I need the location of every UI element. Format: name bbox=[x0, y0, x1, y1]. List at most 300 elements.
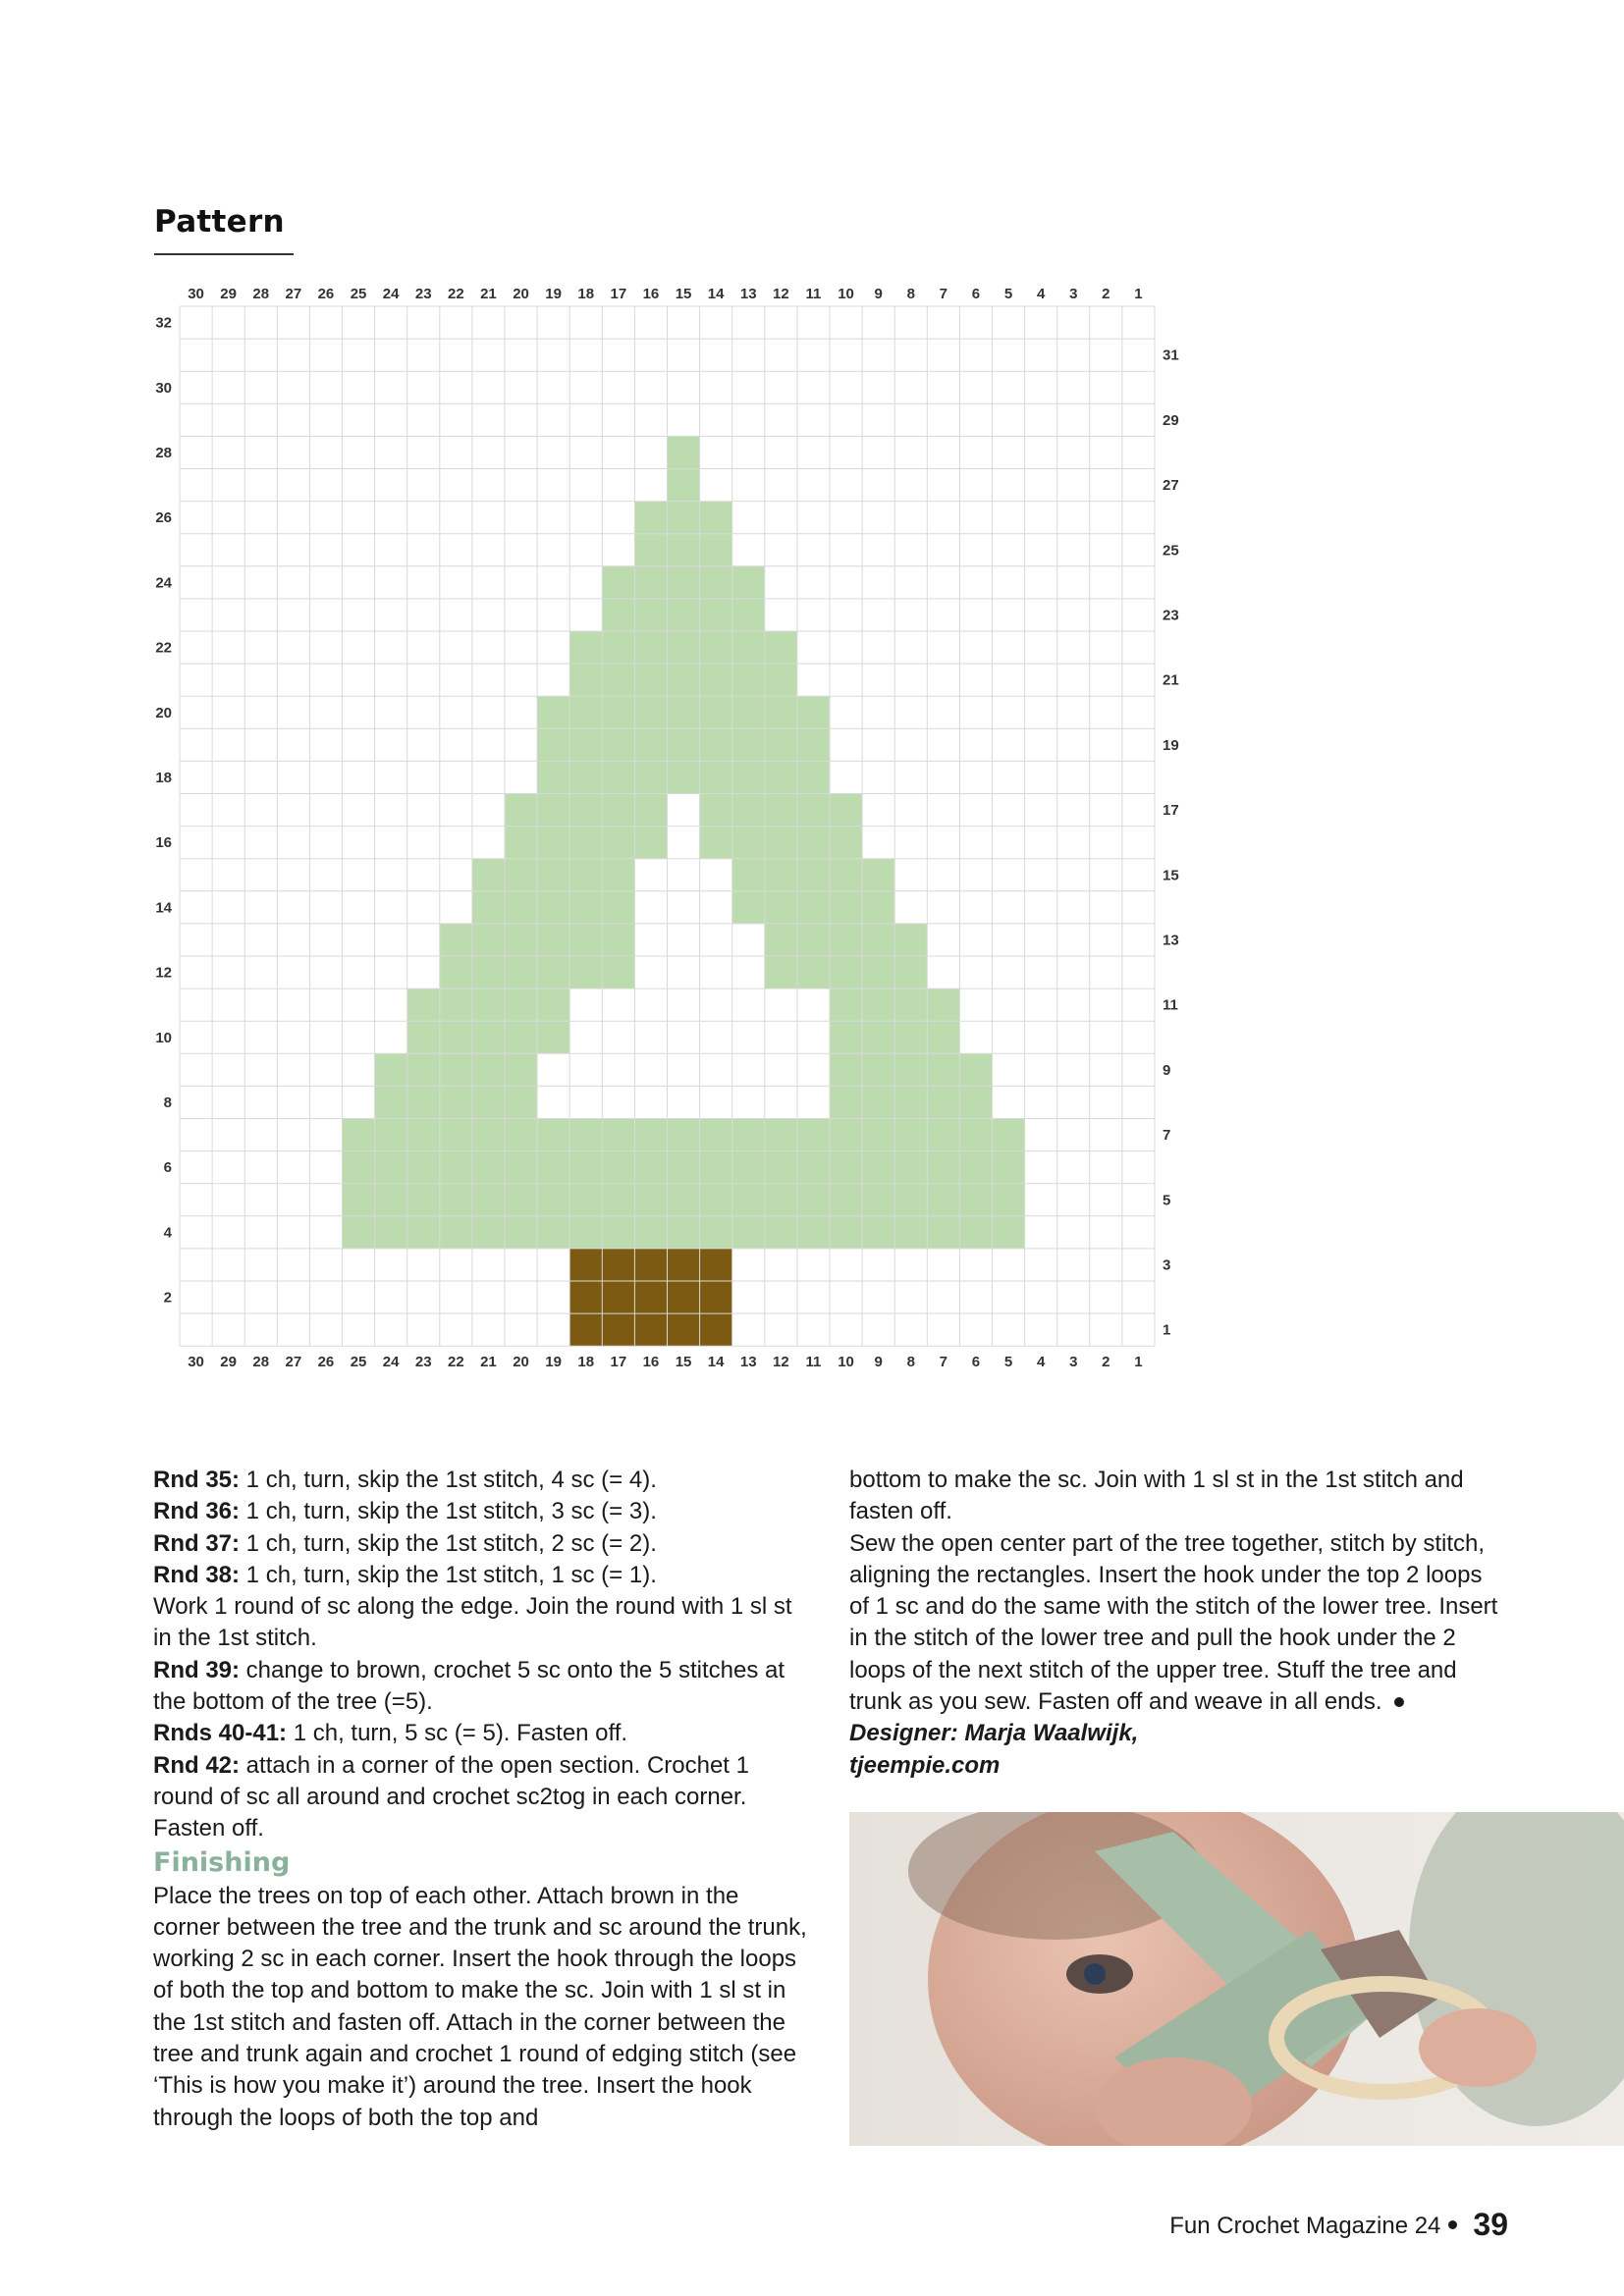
tree-stitch-cell bbox=[440, 988, 472, 1021]
section-title: Pattern bbox=[154, 204, 285, 240]
tree-stitch-cell bbox=[927, 1053, 959, 1086]
tree-stitch-cell bbox=[993, 1216, 1025, 1249]
round-37: Rnd 37: 1 ch, turn, skip the 1st stitch, 2 sc (= 2). bbox=[153, 1529, 657, 1557]
tree-stitch-cell bbox=[668, 1216, 700, 1249]
row-label-right: 15 bbox=[1163, 867, 1179, 884]
tree-stitch-cell bbox=[505, 1086, 537, 1118]
tree-stitch-cell bbox=[472, 1053, 505, 1086]
tree-stitch-cell bbox=[569, 696, 602, 728]
crochet-chart bbox=[147, 277, 1208, 1376]
tree-stitch-cell bbox=[537, 1184, 569, 1216]
tree-stitch-cell bbox=[668, 469, 700, 502]
tree-stitch-cell bbox=[732, 1119, 765, 1151]
column-label-top: 23 bbox=[414, 286, 432, 302]
tree-stitch-cell bbox=[602, 891, 634, 924]
row-label-right: 5 bbox=[1163, 1192, 1171, 1209]
tree-stitch-cell bbox=[602, 956, 634, 988]
row-label-left: 4 bbox=[163, 1224, 172, 1242]
tree-stitch-cell bbox=[830, 891, 862, 924]
column-label-top: 21 bbox=[480, 286, 497, 302]
tree-stitch-cell bbox=[505, 1021, 537, 1053]
tree-stitch-cell bbox=[700, 728, 732, 761]
tree-stitch-cell bbox=[505, 988, 537, 1021]
tree-stitch-cell bbox=[765, 696, 797, 728]
tree-stitch-cell bbox=[634, 599, 667, 631]
tree-stitch-cell bbox=[700, 696, 732, 728]
trunk-stitch-cell bbox=[569, 1249, 602, 1281]
tree-stitch-cell bbox=[343, 1151, 375, 1184]
tree-stitch-cell bbox=[862, 924, 894, 956]
row-label-right: 13 bbox=[1163, 932, 1179, 949]
column-label-top: 20 bbox=[513, 286, 529, 302]
tree-stitch-cell bbox=[505, 827, 537, 859]
tree-stitch-cell bbox=[375, 1086, 407, 1118]
tree-stitch-cell bbox=[505, 891, 537, 924]
trunk-stitch-cell bbox=[602, 1281, 634, 1313]
tree-stitch-cell bbox=[765, 761, 797, 793]
row-label-right: 21 bbox=[1163, 671, 1179, 689]
tree-stitch-cell bbox=[569, 924, 602, 956]
row-label-right: 11 bbox=[1163, 996, 1178, 1014]
tree-stitch-cell bbox=[765, 827, 797, 859]
tree-stitch-cell bbox=[472, 1086, 505, 1118]
tree-stitch-cell bbox=[797, 1151, 830, 1184]
tree-stitch-cell bbox=[732, 859, 765, 891]
column-label-bottom: 6 bbox=[971, 1354, 981, 1371]
tree-stitch-cell bbox=[959, 1216, 992, 1249]
row-label-left: 22 bbox=[155, 639, 172, 657]
column-label-bottom: 30 bbox=[188, 1354, 204, 1371]
tree-stitch-cell bbox=[569, 1151, 602, 1184]
column-label-bottom: 5 bbox=[1003, 1354, 1013, 1371]
column-label-bottom: 27 bbox=[285, 1354, 302, 1371]
column-label-top: 24 bbox=[382, 286, 400, 302]
tree-stitch-cell bbox=[537, 761, 569, 793]
tree-stitch-cell bbox=[407, 1086, 440, 1118]
tree-stitch-cell bbox=[732, 631, 765, 664]
tree-stitch-cell bbox=[700, 534, 732, 566]
column-label-bottom: 26 bbox=[317, 1354, 335, 1371]
tree-stitch-cell bbox=[830, 1184, 862, 1216]
tree-stitch-cell bbox=[634, 534, 667, 566]
column-label-bottom: 15 bbox=[675, 1354, 692, 1371]
tree-stitch-cell bbox=[472, 956, 505, 988]
row-label-right: 31 bbox=[1163, 347, 1179, 364]
bullet-icon bbox=[1448, 2220, 1457, 2229]
tree-stitch-cell bbox=[537, 988, 569, 1021]
tree-stitch-cell bbox=[830, 1086, 862, 1118]
tree-stitch-cell bbox=[668, 502, 700, 534]
tree-stitch-cell bbox=[505, 1119, 537, 1151]
row-label-left: 12 bbox=[155, 964, 172, 982]
tree-stitch-cell bbox=[894, 1151, 927, 1184]
column-label-bottom: 24 bbox=[382, 1354, 400, 1371]
column-label-top: 4 bbox=[1036, 286, 1046, 302]
column-label-top: 27 bbox=[285, 286, 302, 302]
tree-stitch-cell bbox=[959, 1086, 992, 1118]
tree-stitch-cell bbox=[732, 696, 765, 728]
tree-stitch-cell bbox=[700, 1216, 732, 1249]
tree-stitch-cell bbox=[862, 1021, 894, 1053]
tree-stitch-cell bbox=[700, 566, 732, 599]
tree-stitch-cell bbox=[668, 696, 700, 728]
tree-stitch-cell bbox=[602, 924, 634, 956]
tree-stitch-cell bbox=[797, 859, 830, 891]
tree-stitch-cell bbox=[765, 794, 797, 827]
tree-stitch-cell bbox=[797, 728, 830, 761]
column-label-top: 12 bbox=[773, 286, 789, 302]
row-label-left: 2 bbox=[163, 1289, 172, 1307]
tree-stitch-cell bbox=[765, 1151, 797, 1184]
tree-stitch-cell bbox=[862, 1216, 894, 1249]
tree-stitch-cell bbox=[602, 664, 634, 696]
end-mark-icon bbox=[1394, 1697, 1404, 1707]
tree-stitch-cell bbox=[634, 1151, 667, 1184]
column-label-bottom: 21 bbox=[480, 1354, 497, 1371]
tree-stitch-cell bbox=[505, 924, 537, 956]
tree-stitch-cell bbox=[634, 502, 667, 534]
tree-stitch-cell bbox=[569, 728, 602, 761]
tree-stitch-cell bbox=[375, 1151, 407, 1184]
column-label-top: 29 bbox=[220, 286, 237, 302]
tree-stitch-cell bbox=[732, 1151, 765, 1184]
trunk-stitch-cell bbox=[700, 1281, 732, 1313]
row-label-right: 9 bbox=[1163, 1061, 1171, 1079]
tree-stitch-cell bbox=[634, 696, 667, 728]
tree-stitch-cell bbox=[602, 827, 634, 859]
tree-stitch-cell bbox=[732, 566, 765, 599]
column-label-bottom: 4 bbox=[1036, 1354, 1046, 1371]
tree-stitch-cell bbox=[700, 794, 732, 827]
tree-stitch-cell bbox=[343, 1184, 375, 1216]
column-label-bottom: 10 bbox=[838, 1354, 854, 1371]
tree-stitch-cell bbox=[472, 1184, 505, 1216]
tree-stitch-cell bbox=[440, 956, 472, 988]
row-label-right: 17 bbox=[1163, 802, 1179, 820]
tree-stitch-cell bbox=[407, 1184, 440, 1216]
tree-stitch-cell bbox=[765, 924, 797, 956]
tree-stitch-cell bbox=[602, 761, 634, 793]
tree-stitch-cell bbox=[668, 1119, 700, 1151]
tree-stitch-cell bbox=[472, 988, 505, 1021]
round-38: Rnd 38: 1 ch, turn, skip the 1st stitch, 1 sc (= 1). bbox=[153, 1561, 657, 1588]
tree-stitch-cell bbox=[505, 1151, 537, 1184]
tree-stitch-cell bbox=[505, 794, 537, 827]
sewing-instructions: Sew the open center part of the tree together, stitch by stitch, aligning the rectangles. Insert the hook under the top 2 loops of 1 sc and do the same with the stitch of the lower tree. Insert in the stitch of the lower tree and pull the hook under the 2 loops of the next stitch of the upper tree. Stuff the tree and trunk as you sew. Fasten off and weave in all ends. bbox=[849, 1529, 1498, 1716]
column-label-bottom: 2 bbox=[1102, 1354, 1110, 1371]
tree-stitch-cell bbox=[472, 1151, 505, 1184]
tree-stitch-cell bbox=[634, 566, 667, 599]
column-label-top: 30 bbox=[188, 286, 204, 302]
tree-stitch-cell bbox=[830, 1053, 862, 1086]
column-label-top: 9 bbox=[874, 286, 883, 302]
tree-stitch-cell bbox=[732, 1184, 765, 1216]
tree-stitch-cell bbox=[830, 1021, 862, 1053]
tree-stitch-cell bbox=[537, 696, 569, 728]
tree-stitch-cell bbox=[765, 631, 797, 664]
tree-stitch-cell bbox=[894, 1184, 927, 1216]
column-label-bottom: 12 bbox=[773, 1354, 789, 1371]
column-label-top: 6 bbox=[971, 286, 981, 302]
tree-stitch-cell bbox=[602, 1151, 634, 1184]
tree-stitch-cell bbox=[700, 502, 732, 534]
tree-stitch-cell bbox=[732, 794, 765, 827]
row-label-right: 29 bbox=[1163, 411, 1179, 429]
column-label-top: 28 bbox=[252, 286, 270, 302]
tree-stitch-cell bbox=[959, 1053, 992, 1086]
tree-stitch-cell bbox=[668, 761, 700, 793]
tree-stitch-cell bbox=[440, 1119, 472, 1151]
tree-stitch-cell bbox=[634, 794, 667, 827]
tree-stitch-cell bbox=[602, 631, 634, 664]
tree-stitch-cell bbox=[440, 1053, 472, 1086]
column-label-top: 1 bbox=[1134, 286, 1143, 302]
column-label-top: 26 bbox=[317, 286, 335, 302]
baby-with-crochet-tree-photo bbox=[849, 1812, 1624, 2146]
tree-stitch-cell bbox=[407, 1151, 440, 1184]
row-label-left: 32 bbox=[155, 314, 172, 332]
tree-stitch-cell bbox=[700, 761, 732, 793]
trunk-stitch-cell bbox=[634, 1249, 667, 1281]
tree-stitch-cell bbox=[602, 696, 634, 728]
tree-stitch-cell bbox=[668, 436, 700, 468]
tree-stitch-cell bbox=[959, 1151, 992, 1184]
tree-stitch-cell bbox=[634, 728, 667, 761]
tree-stitch-cell bbox=[927, 1021, 959, 1053]
tree-stitch-cell bbox=[797, 761, 830, 793]
trunk-stitch-cell bbox=[668, 1249, 700, 1281]
tree-stitch-cell bbox=[602, 728, 634, 761]
column-label-bottom: 18 bbox=[577, 1354, 595, 1371]
tree-stitch-cell bbox=[407, 1216, 440, 1249]
column-label-top: 7 bbox=[939, 286, 948, 302]
column-label-top: 18 bbox=[577, 286, 595, 302]
column-label-top: 3 bbox=[1069, 286, 1078, 302]
column-label-top: 15 bbox=[675, 286, 692, 302]
tree-stitch-cell bbox=[668, 534, 700, 566]
tree-stitch-cell bbox=[375, 1053, 407, 1086]
tree-stitch-cell bbox=[537, 924, 569, 956]
round-39: Rnd 39: change to brown, crochet 5 sc onto the 5 stitches at the bottom of the tree (=5). bbox=[153, 1656, 785, 1716]
row-label-left: 14 bbox=[155, 899, 172, 917]
round-42: Rnd 42: attach in a corner of the open section. Crochet 1 round of sc all around and crochet sc2tog in each corner. Fasten off. bbox=[153, 1751, 749, 1842]
tree-stitch-cell bbox=[894, 1021, 927, 1053]
tree-stitch-cell bbox=[797, 794, 830, 827]
trunk-stitch-cell bbox=[569, 1281, 602, 1313]
tree-stitch-cell bbox=[602, 599, 634, 631]
tree-stitch-cell bbox=[537, 728, 569, 761]
tree-stitch-cell bbox=[505, 956, 537, 988]
tree-stitch-cell bbox=[894, 988, 927, 1021]
column-label-top: 10 bbox=[838, 286, 854, 302]
trunk-stitch-cell bbox=[634, 1281, 667, 1313]
trunk-stitch-cell bbox=[569, 1313, 602, 1346]
tree-stitch-cell bbox=[602, 1119, 634, 1151]
tree-stitch-cell bbox=[927, 1086, 959, 1118]
column-label-top: 8 bbox=[906, 286, 915, 302]
tree-stitch-cell bbox=[862, 1086, 894, 1118]
column-label-top: 11 bbox=[805, 286, 822, 302]
row-label-left: 28 bbox=[155, 444, 172, 461]
edge-round: Work 1 round of sc along the edge. Join the round with 1 sl st in the 1st stitch. bbox=[153, 1593, 792, 1652]
tree-stitch-cell bbox=[862, 1053, 894, 1086]
tree-stitch-cell bbox=[537, 859, 569, 891]
row-label-right: 7 bbox=[1163, 1127, 1171, 1145]
tree-stitch-cell bbox=[472, 1216, 505, 1249]
tree-stitch-cell bbox=[927, 1119, 959, 1151]
tree-stitch-cell bbox=[505, 859, 537, 891]
tree-stitch-cell bbox=[569, 631, 602, 664]
tree-stitch-cell bbox=[634, 1119, 667, 1151]
tree-stitch-cell bbox=[765, 891, 797, 924]
tree-stitch-cell bbox=[830, 988, 862, 1021]
tree-stitch-cell bbox=[569, 1119, 602, 1151]
tree-stitch-cell bbox=[700, 631, 732, 664]
tree-stitch-cell bbox=[440, 1021, 472, 1053]
column-label-bottom: 1 bbox=[1134, 1354, 1143, 1371]
row-label-left: 20 bbox=[155, 704, 172, 721]
row-label-left: 24 bbox=[155, 574, 172, 592]
column-label-bottom: 7 bbox=[939, 1354, 948, 1371]
tree-stitch-cell bbox=[830, 859, 862, 891]
tree-stitch-cell bbox=[862, 1184, 894, 1216]
column-label-bottom: 20 bbox=[513, 1354, 529, 1371]
tree-stitch-cell bbox=[830, 1151, 862, 1184]
tree-stitch-cell bbox=[732, 827, 765, 859]
continued-text: bottom to make the sc. Join with 1 sl st in the 1st stitch and fasten off. bbox=[849, 1467, 1464, 1525]
page-number: 39 bbox=[1473, 2207, 1508, 2242]
tree-stitch-cell bbox=[537, 1216, 569, 1249]
tree-stitch-cell bbox=[472, 891, 505, 924]
tree-stitch-cell bbox=[472, 1021, 505, 1053]
finishing-text: Place the trees on top of each other. Attach brown in the corner between the tree and the trunk and sc around the trunk, working 2 sc in each corner. Insert the hook through the loops of both the top and bottom to make the sc. Join with 1 sl st in the 1st stitch and fasten off. Attach in the corner between the tree and trunk again and crochet 1 round of edging stitch (see ‘This is how you make it’) around the tree. Insert the hook through the loops of both the top and bbox=[153, 1882, 807, 2131]
tree-stitch-cell bbox=[602, 1184, 634, 1216]
tree-stitch-cell bbox=[440, 1086, 472, 1118]
tree-stitch-cell bbox=[700, 827, 732, 859]
tree-stitch-cell bbox=[765, 728, 797, 761]
right-text-column bbox=[849, 1465, 1507, 1782]
finishing-heading: Finishing bbox=[153, 1846, 291, 1878]
tree-stitch-cell bbox=[634, 664, 667, 696]
tree-stitch-cell bbox=[765, 1184, 797, 1216]
tree-stitch-cell bbox=[537, 1021, 569, 1053]
row-label-right: 23 bbox=[1163, 607, 1179, 624]
trunk-stitch-cell bbox=[700, 1249, 732, 1281]
column-label-bottom: 11 bbox=[805, 1354, 822, 1371]
trunk-stitch-cell bbox=[602, 1249, 634, 1281]
row-label-left: 26 bbox=[155, 509, 172, 527]
column-label-bottom: 25 bbox=[350, 1354, 367, 1371]
tree-stitch-cell bbox=[569, 891, 602, 924]
tree-stitch-cell bbox=[894, 1086, 927, 1118]
tree-stitch-cell bbox=[830, 1119, 862, 1151]
tree-stitch-cell bbox=[537, 827, 569, 859]
column-label-top: 17 bbox=[610, 286, 627, 302]
row-label-left: 16 bbox=[155, 834, 172, 852]
row-label-right: 25 bbox=[1163, 542, 1179, 560]
tree-stitch-cell bbox=[700, 1151, 732, 1184]
tree-stitch-cell bbox=[797, 696, 830, 728]
row-label-left: 30 bbox=[155, 379, 172, 397]
tree-stitch-cell bbox=[602, 794, 634, 827]
tree-stitch-cell bbox=[830, 1216, 862, 1249]
tree-stitch-cell bbox=[765, 1216, 797, 1249]
trunk-stitch-cell bbox=[668, 1281, 700, 1313]
tree-stitch-cell bbox=[537, 956, 569, 988]
tree-stitch-cell bbox=[927, 1216, 959, 1249]
row-label-left: 6 bbox=[163, 1159, 172, 1177]
column-label-top: 13 bbox=[739, 286, 757, 302]
tree-stitch-cell bbox=[440, 1216, 472, 1249]
tree-stitch-cell bbox=[634, 827, 667, 859]
tree-stitch-cell bbox=[927, 988, 959, 1021]
tree-stitch-cell bbox=[894, 1119, 927, 1151]
tree-stitch-cell bbox=[700, 1119, 732, 1151]
row-label-right: 1 bbox=[1163, 1321, 1171, 1339]
tree-stitch-cell bbox=[569, 664, 602, 696]
tree-stitch-cell bbox=[668, 664, 700, 696]
tree-stitch-cell bbox=[569, 859, 602, 891]
tree-stitch-cell bbox=[668, 566, 700, 599]
tree-stitch-cell bbox=[894, 924, 927, 956]
tree-stitch-cell bbox=[862, 988, 894, 1021]
column-label-top: 22 bbox=[448, 286, 464, 302]
tree-stitch-cell bbox=[993, 1119, 1025, 1151]
tree-stitch-cell bbox=[862, 1151, 894, 1184]
tree-stitch-cell bbox=[537, 891, 569, 924]
column-label-bottom: 14 bbox=[707, 1354, 725, 1371]
row-label-right: 27 bbox=[1163, 477, 1179, 495]
tree-stitch-cell bbox=[862, 1119, 894, 1151]
tree-stitch-cell bbox=[537, 1151, 569, 1184]
column-label-bottom: 19 bbox=[545, 1354, 562, 1371]
tree-stitch-cell bbox=[797, 1216, 830, 1249]
tree-stitch-cell bbox=[765, 1119, 797, 1151]
column-label-bottom: 3 bbox=[1069, 1354, 1078, 1371]
tree-stitch-cell bbox=[407, 1119, 440, 1151]
tree-stitch-cell bbox=[797, 827, 830, 859]
tree-stitch-cell bbox=[505, 1184, 537, 1216]
left-text-column bbox=[153, 1465, 811, 2134]
tree-stitch-cell bbox=[927, 1151, 959, 1184]
tree-stitch-cell bbox=[602, 1216, 634, 1249]
row-label-left: 8 bbox=[163, 1094, 172, 1111]
tree-stitch-cell bbox=[505, 1216, 537, 1249]
tree-stitch-cell bbox=[375, 1216, 407, 1249]
column-label-bottom: 23 bbox=[414, 1354, 432, 1371]
tree-stitch-cell bbox=[894, 1216, 927, 1249]
tree-stitch-cell bbox=[765, 859, 797, 891]
column-label-bottom: 29 bbox=[220, 1354, 237, 1371]
tree-stitch-cell bbox=[634, 1216, 667, 1249]
tree-stitch-cell bbox=[668, 1151, 700, 1184]
row-label-left: 18 bbox=[155, 769, 172, 786]
column-label-top: 25 bbox=[350, 286, 367, 302]
tree-stitch-cell bbox=[668, 728, 700, 761]
tree-stitch-cell bbox=[602, 566, 634, 599]
tree-stitch-cell bbox=[797, 956, 830, 988]
designer-website: tjeempie.com bbox=[849, 1751, 1001, 1779]
tree-stitch-cell bbox=[732, 891, 765, 924]
column-label-top: 19 bbox=[545, 286, 562, 302]
tree-stitch-cell bbox=[894, 956, 927, 988]
tree-stitch-cell bbox=[668, 1184, 700, 1216]
column-label-bottom: 13 bbox=[739, 1354, 757, 1371]
column-label-top: 16 bbox=[642, 286, 660, 302]
tree-stitch-cell bbox=[472, 859, 505, 891]
rounds-40-41: Rnds 40-41: 1 ch, turn, 5 sc (= 5). Fasten off. bbox=[153, 1720, 628, 1747]
tree-stitch-cell bbox=[407, 1021, 440, 1053]
